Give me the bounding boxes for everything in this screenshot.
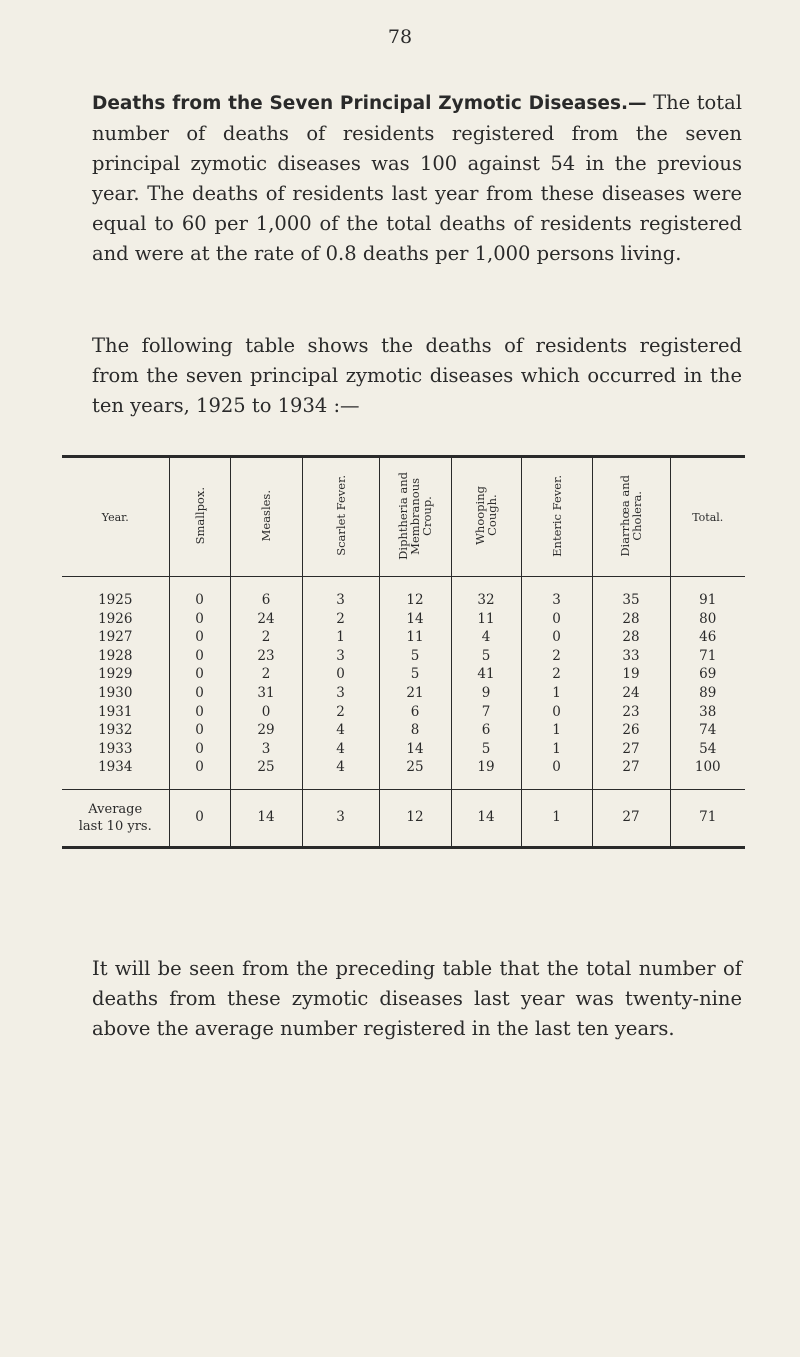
table-cell: 0 [521,703,592,722]
table-cell: 0 [169,703,230,722]
table-cell: 0 [169,610,230,629]
table-cell: 0 [169,758,230,789]
table-cell: 2 [521,665,592,684]
table-cell: 2 [302,610,379,629]
page-number: 78 [387,26,413,48]
table-cell: 3 [302,577,379,610]
table-cell: 2 [521,647,592,666]
table-row [62,684,745,703]
year-cell: 1925 [98,592,133,608]
table-cell: 4 [302,740,379,759]
table-cell: 6 [230,577,302,610]
header-total: Total. [670,457,745,577]
table-cell: 27 [592,758,670,789]
table-cell: 54 [670,740,745,759]
table-intro-paragraph: The following table shows the deaths of residents registered from the seven principal zymotic diseases which occurred in the ten years, 1925 to 1934 :— [92,334,742,417]
table-cell: 80 [670,610,745,629]
table-cell: 19 [592,665,670,684]
header-year: Year. [62,457,169,577]
average-cell: 27 [592,789,670,847]
intro-paragraph [92,88,742,269]
year-cell: 1932 [98,722,133,739]
table-row [62,740,745,759]
table-cell: 0 [169,740,230,759]
year-cell: 1927 [98,629,133,646]
table-cell: 23 [230,647,302,666]
table-cell: 6 [379,703,451,722]
table-cell: 0 [521,628,592,647]
table-cell: 89 [670,684,745,703]
table-cell: 100 [670,758,745,789]
table-cell: 12 [379,577,451,610]
header-diphtheria: Diphtheria and Membranous Croup. [379,457,451,577]
average-cell: 71 [670,789,745,847]
table-cell: 7 [451,703,521,722]
average-cell: 14 [230,789,302,847]
table-cell: 1 [521,740,592,759]
header-measles: Measles. [230,457,302,577]
intro-text: The total number of deaths of residents registered from the seven principal zymotic diseases was 100 against 54 in the previous year. The deaths of residents last year from these diseases were equal to 60 per 1,000 of the total deaths of residents registered and were at the rate of 0.8 deaths per 1,000 persons living. [92,91,742,265]
table-cell: 11 [451,610,521,629]
table-cell: 74 [670,721,745,740]
table-cell: 31 [230,684,302,703]
table-cell: 0 [521,610,592,629]
table-cell: 1 [521,721,592,740]
zymotic-deaths-table [62,455,745,849]
table-cell: 24 [592,684,670,703]
table-cell: 91 [670,577,745,610]
table-cell: 2 [230,628,302,647]
table-cell: 69 [670,665,745,684]
average-cell: 12 [379,789,451,847]
year-cell: 1933 [98,740,133,757]
table-row [62,647,745,666]
table-cell: 27 [592,740,670,759]
table-cell: 3 [521,577,592,610]
table-cell: 4 [302,758,379,789]
table-row [62,758,745,789]
table-cell: 38 [670,703,745,722]
table-cell: 3 [302,684,379,703]
header-whooping-cough: Whooping Cough. [451,457,521,577]
table-cell: 0 [230,703,302,722]
table-cell: 26 [592,721,670,740]
table-cell: 33 [592,647,670,666]
table-cell: 25 [379,758,451,789]
table-cell: 5 [451,647,521,666]
table-row [62,721,745,740]
table-row [62,577,745,610]
table-cell: 1 [302,628,379,647]
year-cell: 1929 [98,666,133,683]
table-cell: 5 [379,647,451,666]
table-cell: 5 [451,740,521,759]
table-cell: 2 [230,665,302,684]
table-cell: 46 [670,628,745,647]
table-cell: 0 [169,577,230,610]
header-scarlet-fever: Scarlet Fever. [302,457,379,577]
table-cell: 8 [379,721,451,740]
section-heading: Deaths from the Seven Principal Zymotic Diseases.— [92,93,647,114]
table-cell: 25 [230,758,302,789]
table-cell: 3 [302,647,379,666]
table-row [62,703,745,722]
table-cell: 1 [521,684,592,703]
table-cell: 3 [230,740,302,759]
average-label-cell: Average last 10 yrs. [62,789,169,847]
table-cell: 32 [451,577,521,610]
table-cell: 9 [451,684,521,703]
table-cell: 0 [169,721,230,740]
average-row [62,789,745,847]
table-cell: 0 [521,758,592,789]
table-cell: 24 [230,610,302,629]
table-cell: 14 [379,740,451,759]
year-cell: 1928 [98,647,133,664]
average-cell: 0 [169,789,230,847]
table-cell: 0 [169,628,230,647]
table-cell: 5 [379,665,451,684]
table-cell: 2 [302,703,379,722]
table-cell: 0 [169,665,230,684]
table-row [62,628,745,647]
table-row [62,610,745,629]
average-cell: 1 [521,789,592,847]
average-cell: 14 [451,789,521,847]
year-cell: 1934 [98,759,133,776]
table-cell: 28 [592,628,670,647]
table-cell: 11 [379,628,451,647]
table-cell: 0 [169,684,230,703]
table-cell: 28 [592,610,670,629]
header-enteric-fever: Enteric Fever. [521,457,592,577]
table-row [62,665,745,684]
table-cell: 21 [379,684,451,703]
table-header-row [62,457,745,577]
header-smallpox: Smallpox. [169,457,230,577]
table-cell: 71 [670,647,745,666]
zymotic-deaths-table-container [62,455,745,849]
average-cell: 3 [302,789,379,847]
table-cell: 6 [451,721,521,740]
table-cell: 23 [592,703,670,722]
table-cell: 4 [451,628,521,647]
table-cell: 14 [379,610,451,629]
table-cell: 4 [302,721,379,740]
header-diarrhoea: Diarrhœa and Cholera. [592,457,670,577]
table-cell: 29 [230,721,302,740]
year-cell: 1930 [98,684,133,701]
table-cell: 35 [592,577,670,610]
conclusion-paragraph: It will be seen from the preceding table that the total number of deaths from these zymotic diseases last year was twenty-nine above the average number registered in the last ten years. [92,957,742,1040]
table-cell: 41 [451,665,521,684]
year-cell: 1926 [98,610,133,627]
table-cell: 0 [169,647,230,666]
year-cell: 1931 [98,703,133,720]
table-cell: 19 [451,758,521,789]
table-cell: 0 [302,665,379,684]
